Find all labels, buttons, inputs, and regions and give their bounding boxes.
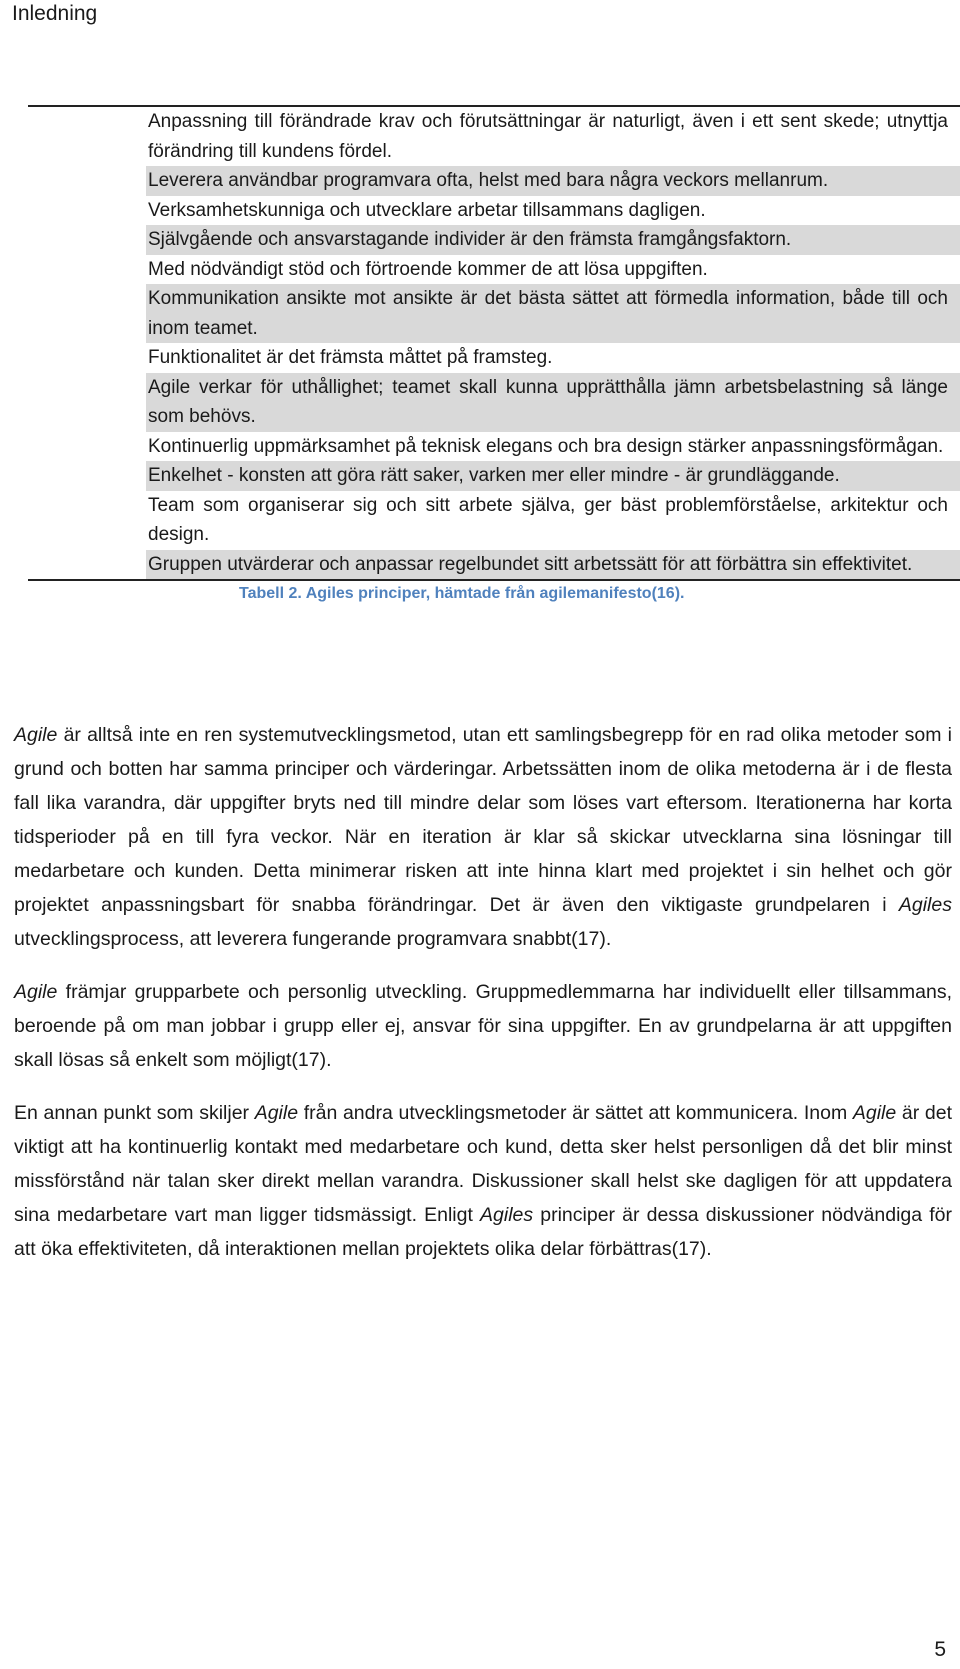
paragraph (14, 975, 952, 1077)
table-row (28, 373, 960, 432)
body-text (14, 718, 952, 1285)
principle-text: Anpassning till förändrade krav och förutsättningar är naturligt, även i ett sent skede; utnyttja förändring till kundens fördel. (148, 111, 948, 162)
text-run: En annan punkt som skiljer (14, 1102, 255, 1124)
table-row (28, 107, 960, 166)
table-row (28, 255, 960, 285)
principles-table (28, 105, 960, 603)
text-run: utvecklingsprocess, att leverera fungerande programvara snabbt(17). (14, 928, 612, 950)
table-caption: Tabell 2. Agiles principer, hämtade från agilemanifesto(16). (239, 585, 685, 602)
page-number: 5 (934, 1638, 946, 1661)
table-row (28, 461, 960, 491)
principle-text: Leverera användbar programvara ofta, helst med bara några veckors mellanrum. (28, 166, 960, 196)
text-run: är det viktigt att ha kontinuerlig kontakt med medarbetare och kund, detta sker helst personligen då det blir minst missförstånd när talan sker direkt mellan varandra. Diskussioner skall helst ske dagligen för att uppdatera sina medarbetare vart man ligger tidsmässigt. Enligt (14, 1102, 952, 1226)
emphasis-term: Agile (14, 724, 58, 746)
table-row (28, 225, 960, 255)
emphasis-term: Agile (14, 981, 58, 1003)
table-row (28, 491, 960, 550)
principle-text: Team som organiserar sig och sitt arbete själva, ger bäst problemförståelse, arkitektur och design. (148, 494, 948, 545)
table-row (28, 432, 960, 462)
paragraph (14, 718, 952, 956)
text-run: principer är dessa diskussioner nödvändiga för att öka effektiviteten, då interaktionen mellan projektets olika delar förbättras(17). (14, 1204, 952, 1260)
principle-text: Funktionalitet är det främsta måttet på framsteg. (148, 347, 553, 368)
principle-text: Självgående och ansvarstagande individer är den främsta framgångsfaktorn. (28, 225, 960, 255)
emphasis-term: Agile (254, 1102, 299, 1124)
text-run: är alltså inte en ren systemutvecklingsmetod, utan ett samlingsbegrepp för en rad olika metoder som i grund och botten har samma principer och värderingar. Arbetssätten inom de olika metoderna är i de flesta fall lika varandra, där uppgifter bryts ned till mindre delar som löses vart eftersom. Iterationerna har korta tidsperioder på en till fyra veckor. När en iteration är klar så skickar utvecklarna sina lösningar till medarbetare och kunden. Detta minimerar risken att inte hinna klart med projektet i sin helhet och gör projektet anpassningsbart för snabba förändringar. Det är även den viktigaste grundpelaren i (14, 724, 952, 916)
text-run: från andra utvecklingsmetoder är sättet att kommunicera. Inom (298, 1102, 853, 1124)
paragraph (14, 1096, 952, 1266)
principle-text: Med nödvändigt stöd och förtroende kommer de att lösa uppgiften. (148, 258, 708, 280)
table-row (28, 343, 960, 373)
table-row (28, 284, 960, 343)
emphasis-term: Agiles (480, 1204, 534, 1226)
emphasis-term: Agiles (898, 894, 952, 916)
principle-text: Enkelhet - konsten att göra rätt saker, varken mer eller mindre - är grundläggande. (28, 461, 960, 491)
principle-text: Agile verkar för uthållighet; teamet skall kunna upprätthålla jämn arbetsbelastning så länge som behövs. (28, 373, 960, 432)
table-row (28, 550, 960, 580)
running-header: Inledning (12, 2, 98, 25)
table-row (28, 196, 960, 226)
emphasis-term: Agile (852, 1102, 897, 1124)
principle-text: Verksamhetskunniga och utvecklare arbetar tillsammans dagligen. (148, 199, 706, 221)
table-row (28, 166, 960, 196)
text-run: främjar grupparbete och personlig utveckling. Gruppmedlemmarna har individuellt eller tillsammans, beroende på om man jobbar i grupp eller ej, ansvar för sina uppgifter. En av grundpelarna är att uppgiften skall lösas så enkelt som möjligt(17). (14, 981, 952, 1071)
table-bottom-rule (28, 579, 960, 581)
principle-text: Gruppen utvärderar och anpassar regelbundet sitt arbetssätt för att förbättra sin effektivitet. (28, 550, 960, 580)
principle-text: Kommunikation ansikte mot ansikte är det bästa sättet att förmedla information, både till och inom teamet. (28, 284, 960, 343)
principle-text: Kontinuerlig uppmärksamhet på teknisk elegans och bra design stärker anpassningsförmågan. (148, 435, 944, 457)
principles-table-body (28, 107, 960, 579)
